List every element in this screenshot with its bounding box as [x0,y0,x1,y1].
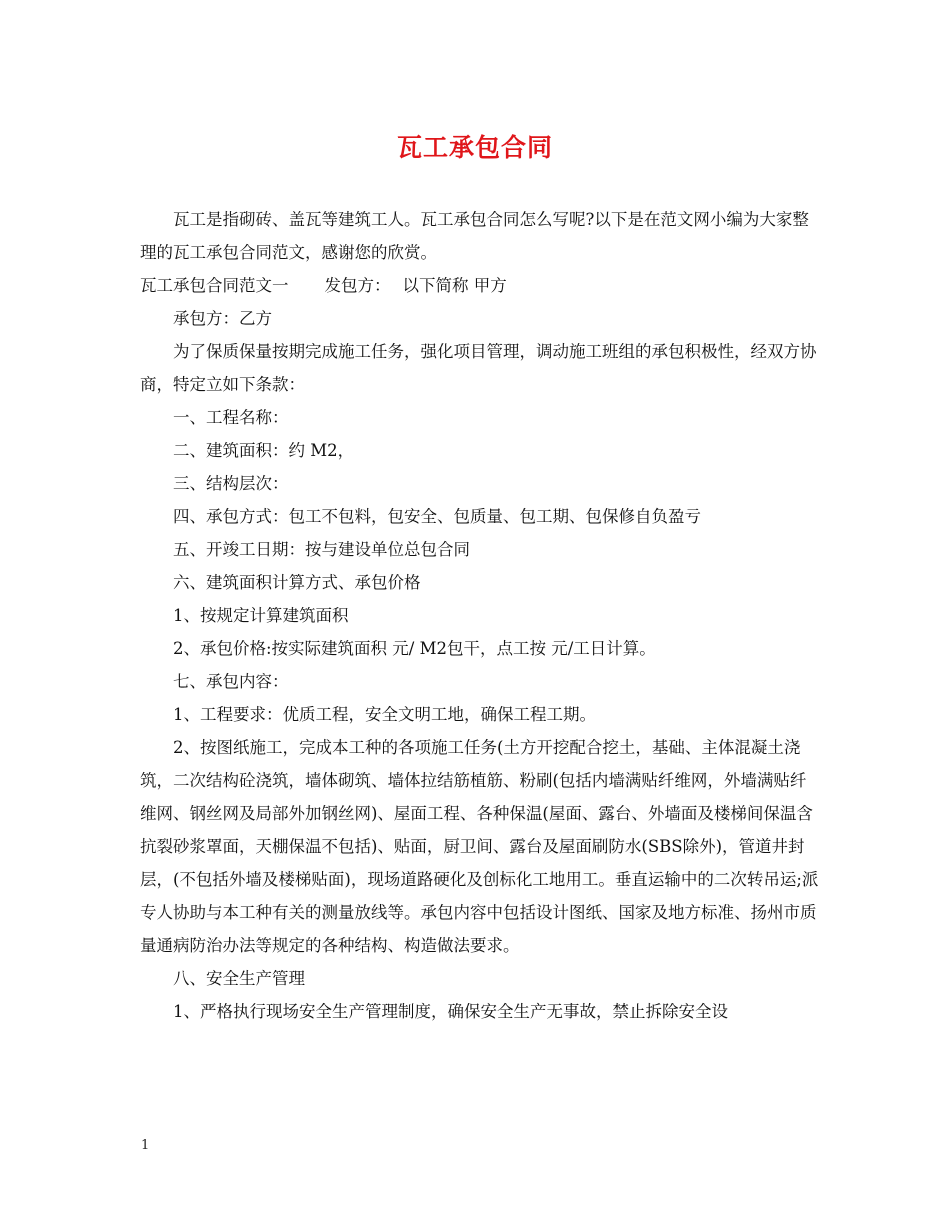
clause-start-end-date: 五、开竣工日期：按与建设单位总包合同 [173,540,470,559]
intro-paragraph: 瓦工是指砌砖、盖瓦等建筑工人。瓦工承包合同怎么写呢?以下是在范文网小编为大家整理的瓦工承包合同范文，感谢您的欣赏。 [140,210,809,262]
clause-structure-level: 三、结构层次： [173,474,289,493]
page-number: 1 [141,1138,150,1153]
clause-safety-rule: 1、严格执行现场安全生产管理制度，确保安全生产无事故，禁止拆除安全设 [173,1002,728,1021]
clause-construction-tasks: 2、按图纸施工，完成本工种的各项施工任务(土方开挖配合挖土，基础、主体混凝土浇筑，二次结构砼浇筑，墙体砌筑、墙体拉结筋植筋、粉刷(包括内墙满贴纤维网，外墙满贴纤维网、钢丝网及局部外加钢丝网)、屋面工程、各种保温(屋面、露台、外墙面及楼梯间保温含抗裂砂浆罩面，天棚保温不包括)、贴面，厨卫间、露台及屋面刷防水(SBS除外)，管道井封层，(不包括外墙及楼梯贴面)，现场道路硬化及创标化工地用工。垂直运输中的二次转吊运;派专人协助与本工种有关的测量放线等。承包内容中包括设计图纸、国家及地方标准、扬州市质量通病防治办法等规定的各种结构、构造做法要求。 [140,738,819,955]
clause-safety-management: 八、安全生产管理 [173,969,305,988]
clause-area-price: 六、建筑面积计算方式、承包价格 [173,573,421,592]
party-b-line: 承包方：乙方 [173,309,272,328]
clause-contract-method: 四、承包方式：包工不包料，包安全、包质量、包工期、包保修自负盈亏 [173,507,701,526]
sample-heading-line [140,269,820,302]
party-a-value: 以下简称 甲方 [402,276,507,295]
clause-project-requirement: 1、工程要求：优质工程，安全文明工地，确保工程工期。 [173,705,596,724]
clause-price-rule: 2、承包价格:按实际建筑面积 元/ M2包干，点工按 元/工日计算。 [173,639,656,658]
clause-area-rule: 1、按规定计算建筑面积 [173,606,349,625]
clause-project-name: 一、工程名称： [173,408,289,427]
party-a-label: 发包方： [324,276,391,295]
sample-heading: 瓦工承包合同范文一 [140,276,289,295]
purpose-paragraph: 为了保质保量按期完成施工任务，强化项目管理，调动施工班组的承包积极性，经双方协商，特定立如下条款： [140,342,817,394]
document-body [140,203,820,1028]
clause-scope: 七、承包内容： [173,672,289,691]
clause-building-area: 二、建筑面积：约 M2， [173,441,355,460]
document-title: 瓦工承包合同 [396,133,553,162]
